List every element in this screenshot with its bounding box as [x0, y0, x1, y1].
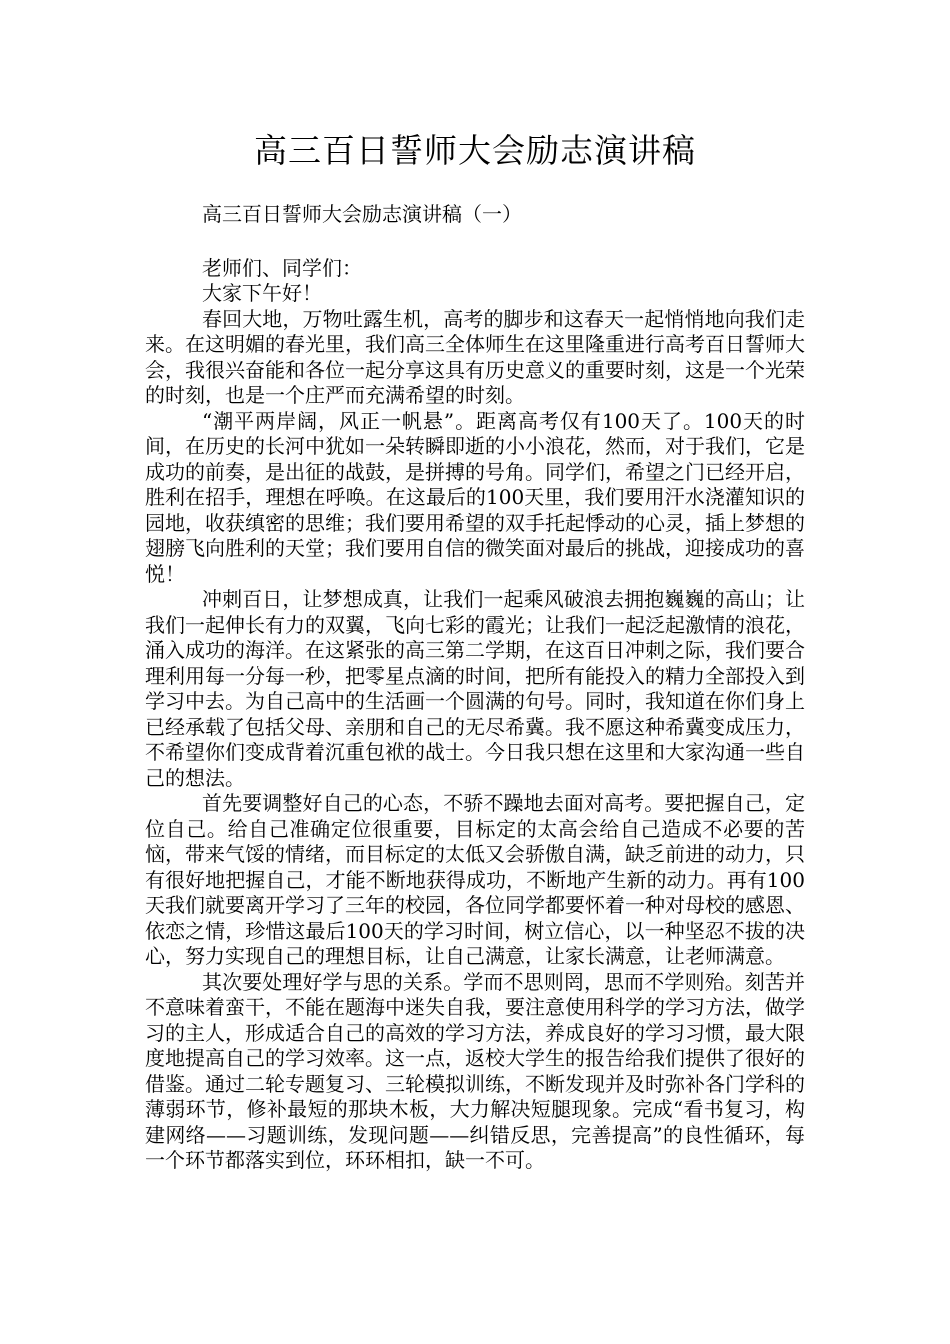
document-title: 高三百日誓师大会励志演讲稿: [254, 131, 696, 170]
document-subtitle: 高三百日誓师大会励志演讲稿（一）: [202, 202, 522, 226]
salutation: 老师们、同学们：: [202, 255, 362, 280]
document-body: [145, 202, 805, 1174]
paragraph-1: 春回大地，万物吐露生机，高考的脚步和这春天一起悄悄地向我们走来。在这明媚的春光里，我们高三全体师生在这里隆重进行高考百日誓师大会，我很兴奋能和各位一起分享这具有历史意义的重要时刻，这是一个光荣的时刻，也是一个庄严而充满希望的时刻。: [145, 306, 805, 407]
paragraph-4: 首先要调整好自己的心态，不骄不躁地去面对高考。要把握自己，定位自己。给自己准确定位很重要，目标定的太高会给自己造成不必要的苦恼，带来气馁的情绪，而目标定的太低又会骄傲自满，缺乏前进的动力，只有很好地把握自己，才能不断地获得成功，不断地产生新的动力。再有100天我们就要离开学习了三年的校园，各位同学都要怀着一种对母校的感恩、依恋之情，珍惜这最后100天的学习时间，树立信心，以一种坚忍不拔的决心，努力实现自己的理想目标，让自己满意，让家长满意，让老师满意。: [145, 791, 805, 968]
greeting: 大家下午好！: [202, 281, 322, 305]
paragraph-2: “潮平两岸阔，风正一帆悬”。距离高考仅有100天了。100天的时间，在历史的长河中犹如一朵转瞬即逝的小小浪花，然而，对于我们，它是成功的前奏，是出征的战鼓，是拼搏的号角。同学们，希望之门已经开启，胜利在招手，理想在呼唤。在这最后的100天里，我们要用汗水浇灌知识的园地，收获缜密的思维；我们要用希望的双手托起悸动的心灵，插上梦想的翅膀飞向胜利的天堂；我们要用自信的微笑面对最后的挑战，迎接成功的喜悦！: [145, 408, 805, 586]
paragraph-3: 冲刺百日，让梦想成真，让我们一起乘风破浪去拥抱巍巍的高山；让我们一起伸长有力的双翼，飞向七彩的霞光；让我们一起泛起激情的浪花，涌入成功的海洋。在这紧张的高三第二学期，在这百日冲刺之际，我们要合理利用每一分每一秒，把零星点滴的时间，把所有能投入的精力全部投入到学习中去。为自己高中的生活画一个圆满的句号。同时，我知道在你们身上已经承载了包括父母、亲朋和自己的无尽希冀。我不愿这种希冀变成压力，不希望你们变成背着沉重包袱的战士。今日我只想在这里和大家沟通一些自己的想法。: [145, 587, 805, 790]
paragraph-5: 其次要处理好学与思的关系。学而不思则罔，思而不学则殆。刻苦并不意味着蛮干，不能在题海中迷失自我，要注意使用科学的学习方法，做学习的主人，形成适合自己的高效的学习方法，养成良好的学习习惯，最大限度地提高自己的学习效率。这一点，返校大学生的报告给我们提供了很好的借鉴。通过二轮专题复习、三轮模拟训练，不断发现并及时弥补各门学科的薄弱环节，修补最短的那块木板，大力解决短腿现象。完成“看书复习，构建网络——习题训练，发现问题——纠错反思，完善提高”的良性循环，每一个环节都落实到位，环环相扣，缺一不可。: [145, 969, 805, 1172]
